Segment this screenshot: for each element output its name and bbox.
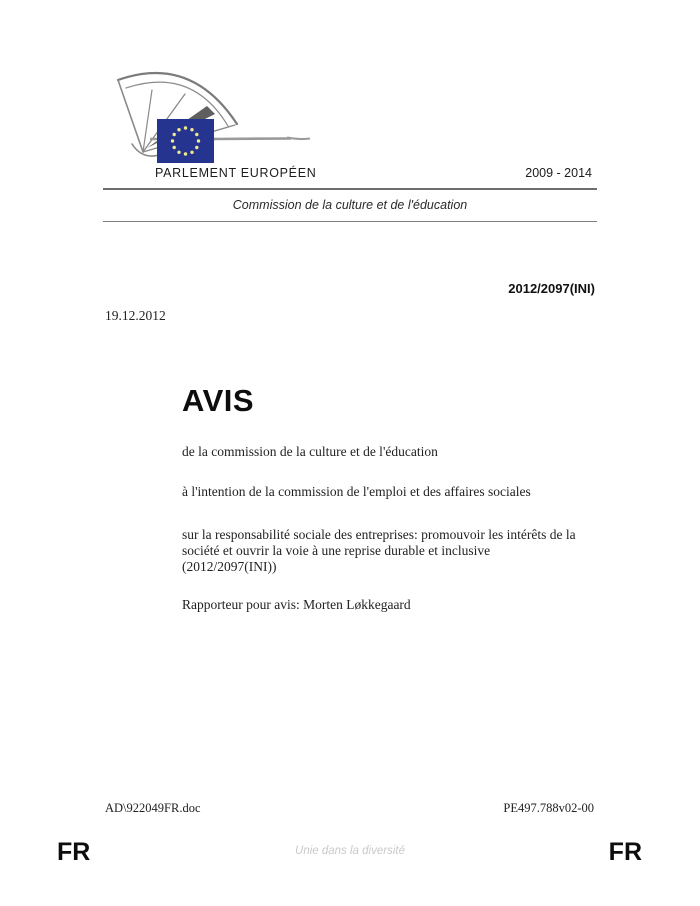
eu-motto: Unie dans la diversité [295, 845, 405, 857]
from-committee-line: de la commission de la culture et de l'éducation [182, 444, 438, 459]
language-code-right: FR [608, 838, 642, 866]
footer-doc-reference: AD\922049FR.doc [105, 801, 201, 815]
language-code-left: FR [57, 838, 91, 866]
header-divider-top [103, 188, 597, 190]
rapporteur-line: Rapporteur pour avis: Morten Løkkegaard [182, 597, 411, 612]
institution-name: PARLEMENT EUROPÉEN [155, 166, 317, 180]
subject-text: sur la responsabilité sociale des entreprises: promouvoir les intérêts de la société et ouvrir la voie à une reprise durable et inclusive [182, 527, 576, 558]
committee-name: Commission de la culture et de l'éducation [232, 198, 468, 212]
eu-flag-icon [157, 119, 214, 163]
to-committee-line: à l'intention de la commission de l'emploi et des affaires sociales [182, 484, 531, 499]
subject-line [182, 527, 590, 575]
procedure-reference: 2012/2097(INI) [508, 281, 595, 296]
document-date: 19.12.2012 [105, 308, 166, 323]
header-divider-bottom [103, 221, 597, 222]
footer-pe-reference: PE497.788v02-00 [503, 801, 594, 815]
legislature-years: 2009 - 2014 [525, 166, 592, 180]
document-title: AVIS [182, 383, 255, 418]
subject-reference: (2012/2097(INI)) [182, 559, 277, 574]
